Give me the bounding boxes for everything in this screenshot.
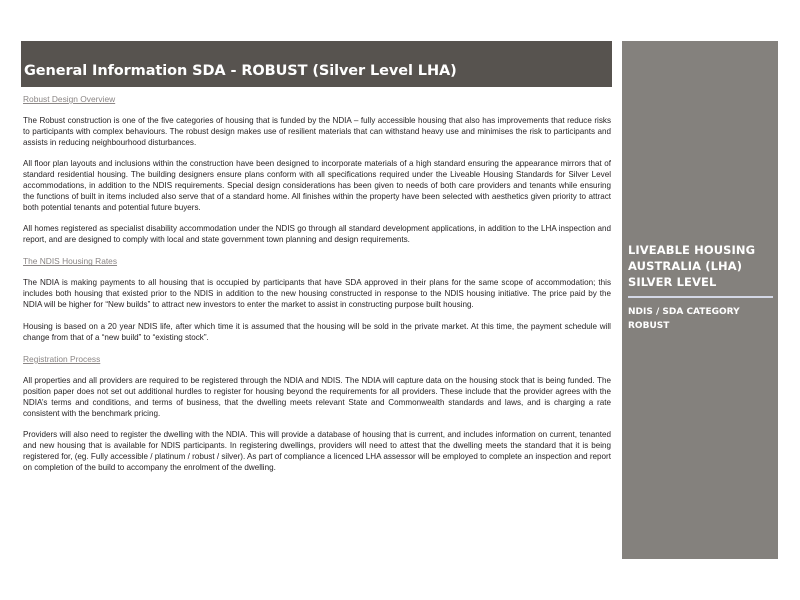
body-paragraph: The Robust construction is one of the five categories of housing that is funded by the NDIA – fully accessible housing that also has improvements that reduce risks to participants with complex behaviours. The robust design makes use of resilient materials that can withstand heavy use and minimises the risk to participants and assists in reducing neighbourhood disturbances. <box>23 115 611 147</box>
section-heading-registration[interactable]: Registration Process <box>23 353 101 364</box>
body-paragraph: Housing is based on a 20 year NDIS life, after which time it is assumed that the housing will be sold in the private market. At this time, the payment schedule will change from that of a “new build” to “existing stock”. <box>23 321 611 342</box>
body-paragraph: All properties and all providers are required to be registered through the NDIA and NDIS. The NDIA will capture data on the housing stock that is being funded. The position paper does not set out additional hurdles to register for housing beyond the requirements for all providers. These include that the provider agrees with the NDIA’s terms and conditions, and terms of business, that the dwelling meets relevant State and Commonwealth standards and laws, and is charging a rate consistent with the benchmark pricing. <box>23 375 611 418</box>
main-content <box>23 94 611 484</box>
sidebar-heading-line: SILVER LEVEL <box>628 275 717 289</box>
header-bar <box>21 41 612 87</box>
sidebar-heading <box>628 242 755 290</box>
sidebar-subheading-line: NDIS / SDA CATEGORY <box>628 307 740 317</box>
body-paragraph: Providers will also need to register the dwelling with the NDIA. This will provide a database of housing that is current, and includes information on current, tenanted and new housing that is available for NDIS participants. In registering dwellings, providers will need to attest that the dwelling meets the standard that it is being registered for, (eg. Fully accessible / platinum / robust / silver). As part of compliance a licenced LHA assessor will be employed to complete an inspection and report on completion of the build to accompany the enrolment of the dwelling. <box>23 429 611 472</box>
section-heading-robust-design[interactable]: Robust Design Overview <box>23 94 116 104</box>
sidebar-heading-line: AUSTRALIA (LHA) <box>628 259 743 273</box>
sidebar-subheading-line: ROBUST <box>628 321 670 331</box>
section-heading-housing-rates[interactable]: The NDIS Housing Rates <box>23 256 118 267</box>
sidebar-divider <box>628 296 773 298</box>
sidebar-heading-line: LIVEABLE HOUSING <box>628 243 756 257</box>
body-paragraph: All homes registered as specialist disability accommodation under the NDIS go through all standard development applications, in addition to the LHA inspection and report, and are designed to comply with local and state government town planning and design requirements. <box>23 224 611 245</box>
body-paragraph: All floor plan layouts and inclusions within the construction have been designed to incorporate materials of a high standard ensuring the appearance mirrors that of standard residential housing. The building designers ensure plans conform with all specifications required under the Liveable Housing Standards for Silver Level accommodations, in addition to the NDIS requirements. Special design considerations has been given to needs of both care providers and tenants while ensuring the functions of built in items included also serve that of a standard home. All finishes within the property have been selected with aesthetics given priority to attract both potential tenants and potential future buyers. <box>23 159 611 212</box>
sidebar-subheading <box>628 305 740 333</box>
body-paragraph: The NDIA is making payments to all housing that is occupied by participants that have SDA approved in their plans for the same scope of accommodation; this includes both housing that existed prior to the NDIS in addition to the new housing constructed in response to the NDIS housing initiative. The price paid by the NDIA will be higher for “New builds” to attract new investors to enter the market to assist in constructing purpose built housing. <box>23 278 611 310</box>
sidebar-panel <box>622 41 778 559</box>
page-title: General Information SDA - ROBUST (Silver Level LHA) <box>24 63 457 79</box>
